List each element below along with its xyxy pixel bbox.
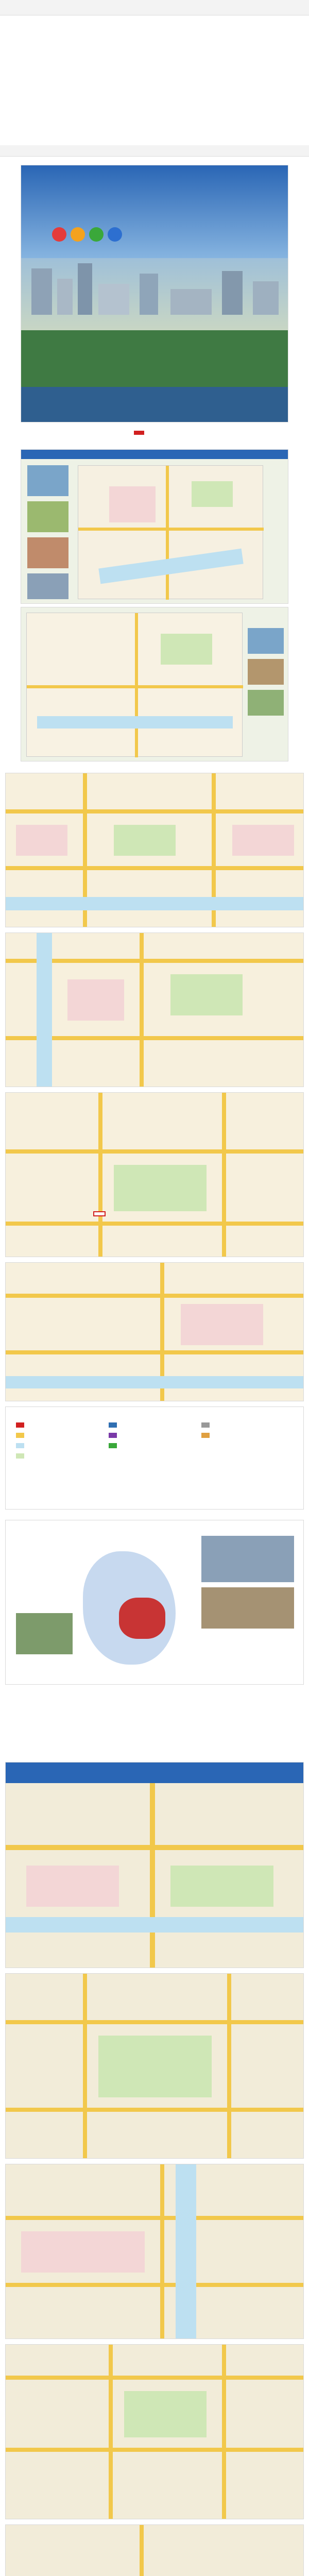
map-legend — [5, 1406, 304, 1510]
photo-tile — [27, 537, 68, 568]
district-shape — [16, 825, 67, 856]
road-line — [135, 613, 138, 757]
legend-swatch — [16, 1422, 24, 1428]
cover-badge-icon — [89, 227, 104, 242]
road-line — [6, 1222, 304, 1226]
cover-badge-icon — [71, 227, 85, 242]
district-shape — [67, 979, 124, 1021]
building-shape — [170, 289, 212, 315]
road-line — [6, 1294, 304, 1298]
park-shape — [98, 2036, 212, 2097]
legend-swatch — [109, 1422, 117, 1428]
road-line — [227, 1974, 231, 2159]
river-shape — [6, 1917, 304, 1933]
city-map-panel-5 — [5, 1973, 304, 2159]
building-shape — [222, 271, 243, 315]
cover-trees — [21, 330, 288, 387]
park-shape — [192, 481, 233, 507]
section-header-bar — [0, 145, 309, 157]
river-shape — [176, 2164, 196, 2339]
district-shape — [181, 1304, 263, 1345]
river-shape — [37, 716, 233, 728]
road-line — [6, 866, 304, 870]
cover-badge-icon — [52, 227, 66, 242]
map-cover — [21, 165, 288, 422]
road-line — [6, 1149, 304, 1154]
photo-tile — [201, 1587, 294, 1629]
legend-swatch — [16, 1443, 24, 1448]
photo-tile — [248, 690, 284, 716]
building-shape — [140, 274, 158, 315]
city-map-panel-8 — [5, 2524, 304, 2576]
cover-city-photo — [21, 258, 288, 330]
road-line — [6, 2108, 304, 2112]
top-header-bar — [0, 0, 309, 15]
park-shape — [170, 974, 243, 1015]
road-line — [6, 2448, 304, 2452]
city-map-panel-6 — [5, 2164, 304, 2339]
park-shape — [114, 825, 176, 856]
building-shape — [31, 268, 52, 315]
region-highlight — [119, 1598, 165, 1639]
road-line — [140, 933, 144, 1087]
road-line — [150, 1783, 155, 1968]
road-line — [166, 466, 169, 600]
legend-swatch — [201, 1433, 210, 1438]
photo-tile — [27, 573, 68, 599]
region-map-panel — [5, 1520, 304, 1685]
road-line — [222, 1093, 226, 1257]
photo-tile — [248, 628, 284, 654]
city-map-panel-1 — [5, 773, 304, 927]
road-line — [6, 809, 304, 814]
photo-tile — [27, 501, 68, 532]
road-line — [109, 2345, 113, 2519]
map-highlight-label — [93, 1211, 106, 1216]
legend-swatch — [109, 1433, 117, 1438]
park-shape — [170, 1866, 273, 1907]
road-line — [222, 2345, 226, 2519]
road-line — [6, 2283, 304, 2287]
legend-swatch — [16, 1453, 24, 1459]
road-line — [6, 1350, 304, 1354]
city-map-panel-3 — [5, 1092, 304, 1257]
road-line — [6, 2376, 304, 2380]
road-line — [83, 1974, 87, 2159]
photo-tile — [248, 659, 284, 685]
park-shape — [161, 634, 212, 665]
river-shape — [6, 897, 304, 910]
city-map-panel-4 — [5, 1262, 304, 1401]
photo-tile — [27, 465, 68, 496]
park-shape — [124, 2391, 207, 2437]
spread-panel-a — [21, 449, 288, 604]
park-shape — [114, 1165, 207, 1211]
road-line — [160, 2164, 164, 2339]
district-shape — [26, 1866, 119, 1907]
big-map-title-area — [5, 1695, 304, 1757]
building-shape — [57, 279, 73, 315]
building-shape — [98, 284, 129, 315]
cover-sky — [21, 165, 288, 258]
legend-swatch — [201, 1422, 210, 1428]
spread-label — [134, 431, 144, 435]
legend-swatch — [109, 1443, 117, 1448]
road-line — [78, 528, 264, 531]
road-line — [6, 2216, 304, 2220]
district-shape — [232, 825, 294, 856]
river-shape — [6, 1376, 304, 1388]
cover-badge-icon — [108, 227, 122, 242]
map-area — [26, 613, 243, 757]
city-map-panel-2 — [5, 933, 304, 1087]
map-area — [78, 465, 263, 599]
legend-swatch — [16, 1433, 24, 1438]
spread-label-bar — [21, 429, 288, 446]
cover-river — [21, 387, 288, 422]
road-line — [140, 2525, 144, 2576]
district-shape — [109, 486, 156, 522]
district-shape — [21, 2231, 145, 2273]
building-shape — [253, 281, 279, 315]
big-map-top-band — [6, 1762, 304, 1783]
spread-panel-b — [21, 607, 288, 761]
city-map-panel-7 — [5, 2344, 304, 2519]
photo-tile — [16, 1613, 73, 1654]
road-line — [98, 1093, 102, 1257]
building-shape — [78, 263, 92, 315]
spread-top-band — [21, 450, 288, 459]
river-shape — [37, 933, 52, 1087]
photo-tile — [201, 1536, 294, 1582]
metadata-table — [0, 15, 309, 144]
big-map-panel — [5, 1762, 304, 1968]
river-shape — [98, 549, 243, 584]
road-line — [6, 2020, 304, 2024]
